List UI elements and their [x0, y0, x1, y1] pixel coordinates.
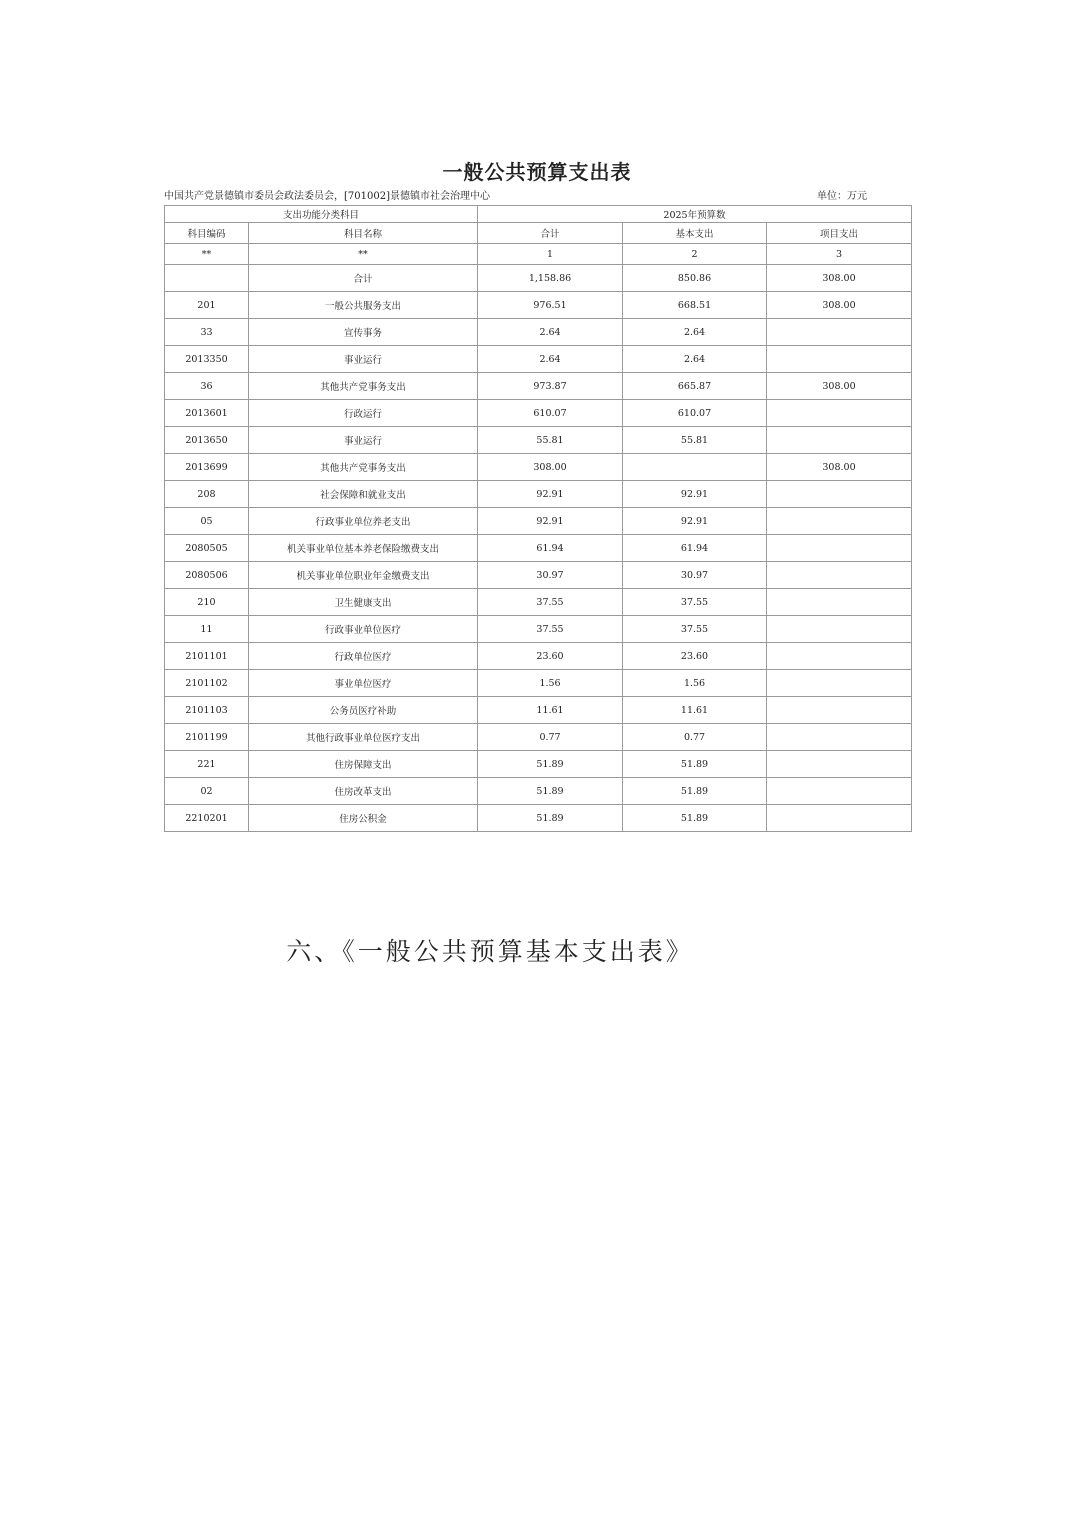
- cell-basic: 37.55: [623, 616, 767, 643]
- cell-basic: 610.07: [623, 400, 767, 427]
- table-row: [165, 292, 912, 319]
- cell-project: [767, 535, 912, 562]
- budget-expenditure-table: [164, 205, 912, 832]
- table-row: [165, 778, 912, 805]
- table-row: [165, 346, 912, 373]
- cell-code: 208: [165, 481, 249, 508]
- table-row: [165, 481, 912, 508]
- cell-code: 33: [165, 319, 249, 346]
- cell-total: 92.91: [478, 508, 623, 535]
- table-body: [165, 265, 912, 832]
- section-heading: 六、《一般公共预算基本支出表》: [286, 937, 694, 966]
- cell-name: 事业单位医疗: [249, 670, 478, 697]
- header-group-functional-class: 支出功能分类科目: [165, 206, 478, 223]
- cell-total: 23.60: [478, 643, 623, 670]
- cell-name: 机关事业单位基本养老保险缴费支出: [249, 535, 478, 562]
- table-row: [165, 643, 912, 670]
- cell-code: 11: [165, 616, 249, 643]
- cell-name: 公务员医疗补助: [249, 697, 478, 724]
- cell-project: [767, 346, 912, 373]
- cell-name: 其他共产党事务支出: [249, 373, 478, 400]
- cell-code: 02: [165, 778, 249, 805]
- cell-code: 2210201: [165, 805, 249, 832]
- cell-name: 社会保障和就业支出: [249, 481, 478, 508]
- cell-code: [165, 265, 249, 292]
- cell-total: 2.64: [478, 319, 623, 346]
- cell-basic: 92.91: [623, 508, 767, 535]
- cell-code: 2080506: [165, 562, 249, 589]
- cell-project: [767, 643, 912, 670]
- header-col-basic: 基本支出: [623, 223, 767, 244]
- cell-total: 30.97: [478, 562, 623, 589]
- cell-total: 51.89: [478, 778, 623, 805]
- cell-total: 37.55: [478, 616, 623, 643]
- table-row: [165, 535, 912, 562]
- cell-project: [767, 751, 912, 778]
- cell-total: 308.00: [478, 454, 623, 481]
- header-columns-row: [165, 223, 912, 244]
- header-idx-name: **: [249, 244, 478, 265]
- cell-project: 308.00: [767, 292, 912, 319]
- cell-total: 61.94: [478, 535, 623, 562]
- cell-name: 事业运行: [249, 427, 478, 454]
- cell-code: 2013650: [165, 427, 249, 454]
- cell-project: [767, 724, 912, 751]
- table-row: [165, 319, 912, 346]
- header-idx-project: 3: [767, 244, 912, 265]
- cell-code: 2080505: [165, 535, 249, 562]
- cell-basic: 51.89: [623, 778, 767, 805]
- cell-basic: [623, 454, 767, 481]
- cell-basic: 850.86: [623, 265, 767, 292]
- table-row: [165, 373, 912, 400]
- cell-total: 55.81: [478, 427, 623, 454]
- cell-project: [767, 400, 912, 427]
- table-row: [165, 616, 912, 643]
- cell-project: [767, 697, 912, 724]
- table-row: [165, 589, 912, 616]
- cell-project: [767, 562, 912, 589]
- cell-basic: 51.89: [623, 751, 767, 778]
- cell-total: 11.61: [478, 697, 623, 724]
- header-col-code: 科目编码: [165, 223, 249, 244]
- cell-project: 308.00: [767, 265, 912, 292]
- cell-code: 2013601: [165, 400, 249, 427]
- cell-name: 事业运行: [249, 346, 478, 373]
- cell-code: 2101101: [165, 643, 249, 670]
- cell-code: 201: [165, 292, 249, 319]
- cell-total: 51.89: [478, 805, 623, 832]
- cell-code: 2101199: [165, 724, 249, 751]
- cell-basic: 92.91: [623, 481, 767, 508]
- cell-project: [767, 589, 912, 616]
- cell-basic: 2.64: [623, 346, 767, 373]
- cell-basic: 51.89: [623, 805, 767, 832]
- cell-name: 行政单位医疗: [249, 643, 478, 670]
- header-idx-total: 1: [478, 244, 623, 265]
- header-idx-code: **: [165, 244, 249, 265]
- cell-basic: 1.56: [623, 670, 767, 697]
- organization-name: 中国共产党景德镇市委员会政法委员会，[701002]景德镇市社会治理中心: [164, 191, 490, 202]
- cell-code: 210: [165, 589, 249, 616]
- table-row: [165, 751, 912, 778]
- unit-label: 单位：万元: [817, 191, 867, 202]
- cell-basic: 668.51: [623, 292, 767, 319]
- table-row: [165, 400, 912, 427]
- cell-project: [767, 319, 912, 346]
- cell-name: 宣传事务: [249, 319, 478, 346]
- table-row: [165, 697, 912, 724]
- header-group-row: [165, 206, 912, 223]
- header-col-name: 科目名称: [249, 223, 478, 244]
- cell-basic: 11.61: [623, 697, 767, 724]
- cell-project: [767, 670, 912, 697]
- cell-name: 其他行政事业单位医疗支出: [249, 724, 478, 751]
- cell-project: [767, 427, 912, 454]
- cell-name: 行政事业单位养老支出: [249, 508, 478, 535]
- cell-name: 住房保障支出: [249, 751, 478, 778]
- cell-project: [767, 616, 912, 643]
- cell-total: 0.77: [478, 724, 623, 751]
- cell-total: 610.07: [478, 400, 623, 427]
- cell-code: 2101103: [165, 697, 249, 724]
- table-row: [165, 508, 912, 535]
- cell-basic: 23.60: [623, 643, 767, 670]
- cell-basic: 0.77: [623, 724, 767, 751]
- cell-code: 2013350: [165, 346, 249, 373]
- cell-name: 住房公积金: [249, 805, 478, 832]
- cell-code: 05: [165, 508, 249, 535]
- table-row: [165, 562, 912, 589]
- cell-total: 92.91: [478, 481, 623, 508]
- cell-name: 行政运行: [249, 400, 478, 427]
- header-group-budget-year: 2025年预算数: [478, 206, 912, 223]
- cell-total: 973.87: [478, 373, 623, 400]
- cell-basic: 30.97: [623, 562, 767, 589]
- table-row: [165, 670, 912, 697]
- cell-name: 机关事业单位职业年金缴费支出: [249, 562, 478, 589]
- cell-project: 308.00: [767, 373, 912, 400]
- table-meta: [164, 189, 911, 205]
- cell-project: 308.00: [767, 454, 912, 481]
- cell-basic: 2.64: [623, 319, 767, 346]
- cell-basic: 665.87: [623, 373, 767, 400]
- cell-name: 一般公共服务支出: [249, 292, 478, 319]
- table-title: 一般公共预算支出表: [442, 160, 632, 184]
- table-row: [165, 805, 912, 832]
- cell-project: [767, 805, 912, 832]
- table-row: [165, 265, 912, 292]
- header-col-project: 项目支出: [767, 223, 912, 244]
- cell-total: 2.64: [478, 346, 623, 373]
- cell-project: [767, 508, 912, 535]
- cell-name: 合计: [249, 265, 478, 292]
- cell-code: 2013699: [165, 454, 249, 481]
- cell-total: 1,158.86: [478, 265, 623, 292]
- cell-name: 其他共产党事务支出: [249, 454, 478, 481]
- cell-total: 51.89: [478, 751, 623, 778]
- cell-code: 2101102: [165, 670, 249, 697]
- cell-basic: 55.81: [623, 427, 767, 454]
- header-col-total: 合计: [478, 223, 623, 244]
- cell-code: 221: [165, 751, 249, 778]
- cell-basic: 61.94: [623, 535, 767, 562]
- table-row: [165, 427, 912, 454]
- cell-total: 1.56: [478, 670, 623, 697]
- cell-name: 行政事业单位医疗: [249, 616, 478, 643]
- cell-total: 976.51: [478, 292, 623, 319]
- cell-name: 住房改革支出: [249, 778, 478, 805]
- cell-project: [767, 778, 912, 805]
- table-row: [165, 724, 912, 751]
- cell-name: 卫生健康支出: [249, 589, 478, 616]
- cell-project: [767, 481, 912, 508]
- cell-basic: 37.55: [623, 589, 767, 616]
- table-row: [165, 454, 912, 481]
- header-index-row: [165, 244, 912, 265]
- cell-code: 36: [165, 373, 249, 400]
- header-idx-basic: 2: [623, 244, 767, 265]
- cell-total: 37.55: [478, 589, 623, 616]
